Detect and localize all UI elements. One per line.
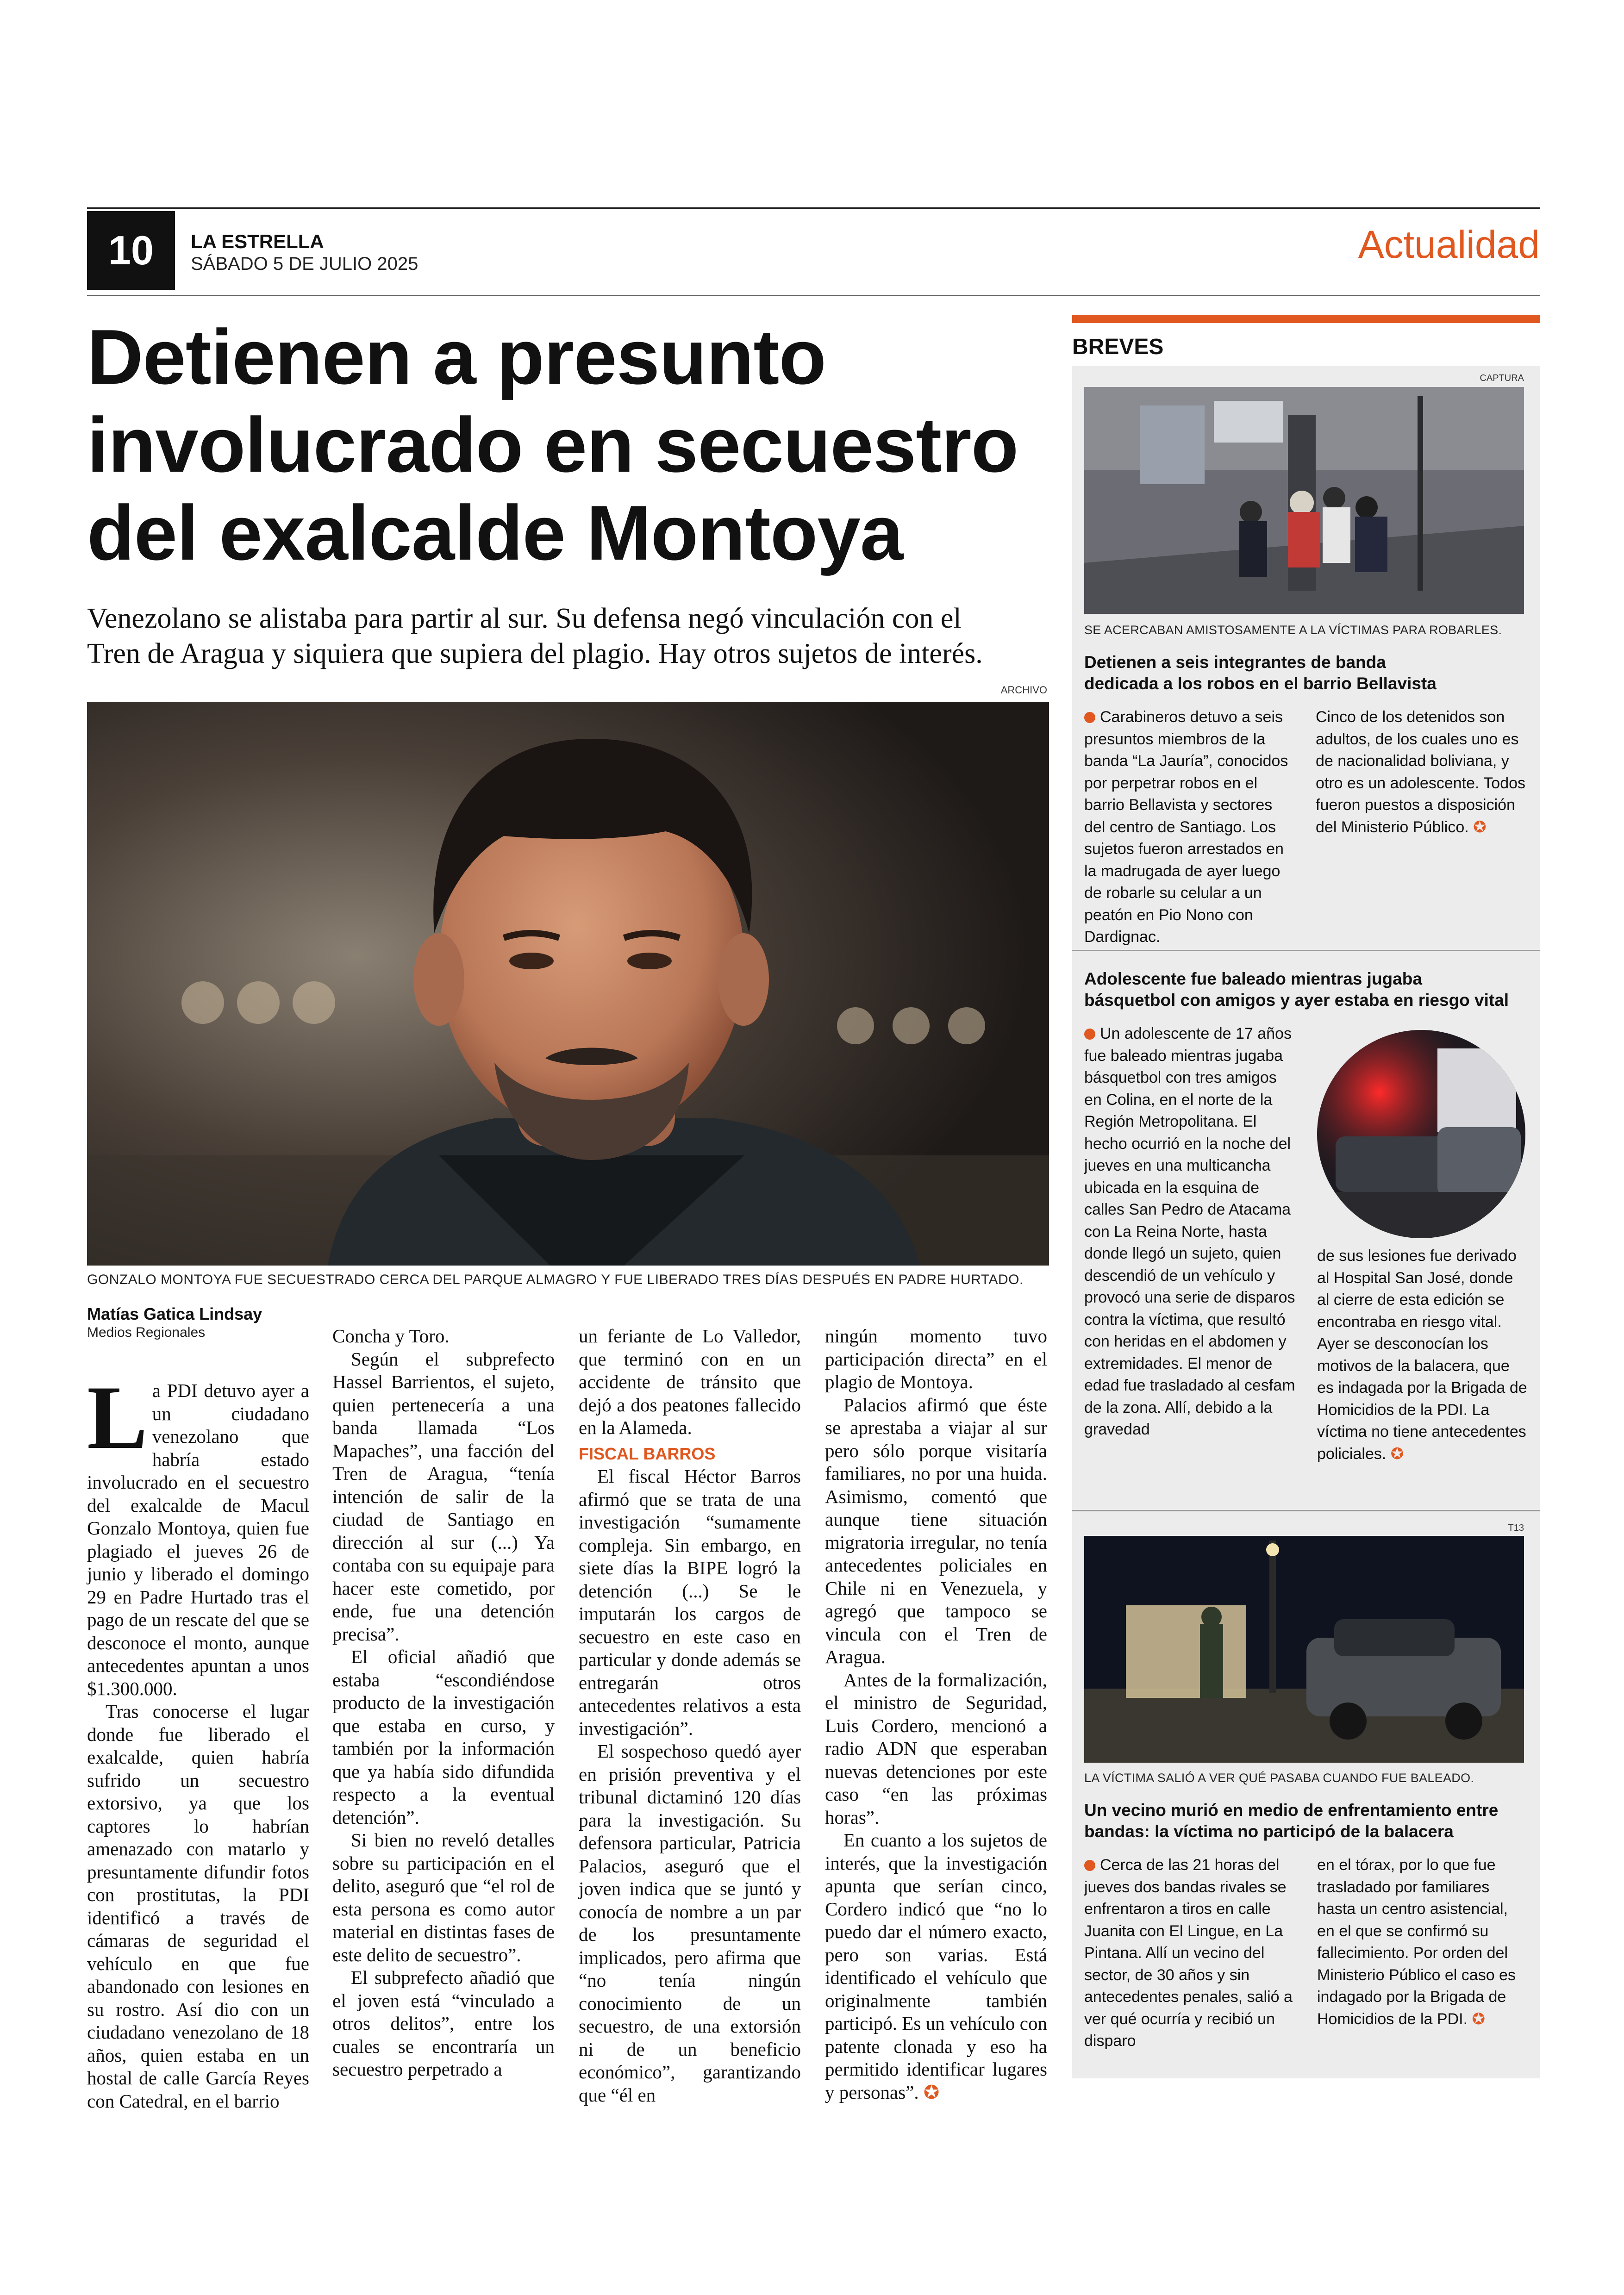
end-mark-icon: ✪ xyxy=(1390,1445,1404,1463)
brief3-photo-credit: T13 xyxy=(1508,1523,1524,1533)
article-paragraph: Tras conocerse el lugar donde fue liberado el exalcalde, quien habría sufrido un secuestro extorsivo, ya que los captores lo habrían amenazado con matarlo y presuntamente difundir fotos con prostitutas, la PDI identificó a través de cámaras de seguridad el vehículo en que fue abandonado con lesiones en su rostro. Así dio con un ciudadano venezolano de 18 años, quien estaba en un hostal de calle García Reyes con Catedral, en el barrio xyxy=(87,1701,309,2112)
article-paragraph: Según el subprefecto Hassel Barrientos, el sujeto, quien pertenecería a una banda llamada “Los Mapaches”, una facción del Tren de Aragua, “tenía intención de salir de la ciudad de Santiago en dirección al sur (...) Ya contaba con su equipaje para hacer este cometido, por ende, fue una detención precisa”. xyxy=(332,1348,555,1645)
sidebar-divider xyxy=(1072,1510,1540,1511)
brief-text: en el tórax, por lo que fue trasladado por familiares hasta un centro asistencial, en el que se confirmó su fallecimiento. Por orden del Ministerio Público el caso es indagado por la Brigada de Homicidios de la PDI. xyxy=(1317,1856,1516,2028)
brief1-photo-street-robbery xyxy=(1084,387,1524,614)
article-paragraph: un feriante de Lo Valledor, que terminó con en un accidente de tránsito que dejó a dos peatones fallecido en la Alameda. xyxy=(579,1325,801,1438)
brief1-column-a xyxy=(1084,706,1295,948)
brief2-column-a xyxy=(1084,1023,1297,1441)
brief1-title xyxy=(1084,652,1529,694)
article-paragraph: Antes de la formalización, el ministro de Seguridad, Luis Cordero, mencionó a radio ADN que esperaban nuevas detenciones por este caso “en las próximas horas”. xyxy=(825,1669,1047,1828)
article-column-2 xyxy=(332,1325,555,2081)
brief3-column-b xyxy=(1317,1854,1528,2030)
header-rule xyxy=(87,295,1540,296)
brief-text: Un adolescente de 17 años fue baleado mientras jugaba básquetbol con tres amigos en Colina, en el norte de la Región Metropolitana. El hecho ocurrió en la noche del jueves en una multicancha ubicada en la esquina de calles San Pedro de Atacama con La Reina Norte, hasta donde llegó un sujeto, quien descendió de un vehículo y provocó una serie de disparos contra la víctima, que resultó con heridas en el abdomen y extremidades. El menor de edad fue trasladado al cesfam de la zona. Allí, debido a la gravedad xyxy=(1084,1025,1295,1438)
publication-date: SÁBADO 5 DE JULIO 2025 xyxy=(191,254,418,274)
headline-line: del exalcalde Montoya xyxy=(87,489,903,576)
brief-text: Carabineros detuvo a seis presuntos miembros de la banda “La Jauría”, conocidos por perpetrar robos en el barrio Bellavista y sectores del centro de Santiago. Los sujetos fueron arrestados en la madrugada de ayer luego de robarle su celular a un peatón en Pio Nono con Dardignac. xyxy=(1084,708,1288,946)
brief3-title xyxy=(1084,1800,1529,1842)
end-mark-icon: ✪ xyxy=(1473,818,1487,836)
byline-organization: Medios Regionales xyxy=(87,1325,206,1340)
brief1-column-b xyxy=(1316,706,1526,838)
brief2-title xyxy=(1084,968,1529,1011)
title-line: bandas: la víctima no participó de la balacera xyxy=(1084,1822,1454,1841)
end-mark-icon: ✪ xyxy=(1472,2010,1485,2028)
title-line: dedicada a los robos en el barrio Bellavista xyxy=(1084,674,1437,693)
article-column-1 xyxy=(87,1367,309,2113)
article-paragraph: Palacios afirmó que éste se aprestaba a viajar al sur pero sólo porque visitaría familiares, no por una huida. Asimismo, comentó que aunque tiene situación migratoria irregular, no tenía antecedentes policiales en Chile ni en Venezuela, y agregó que tampoco se vincula con el Tren de Aragua. xyxy=(825,1394,1047,1667)
standfirst-line: Tren de Aragua y siquiera que supiera del plagio. Hay otros sujetos de interés. xyxy=(87,638,983,669)
article-paragraph: Concha y Toro. xyxy=(332,1325,450,1347)
header-top-rule xyxy=(87,207,1540,209)
article-column-4 xyxy=(825,1325,1047,2104)
article-paragraph: El fiscal Héctor Barros afirmó que se trata de una investigación “sumamente compleja. Sin embargo, en siete días la BIPE logró la detención (...) Se le imputarán los cargos de secuestro en este caso en particular y donde además se entregarán otros antecedentes relativos a esta investigación”. xyxy=(579,1466,801,1739)
article-paragraph xyxy=(87,1367,309,1700)
brief2-column-b xyxy=(1317,1245,1528,1465)
headline-line: involucrado en secuestro xyxy=(87,401,1018,488)
article-paragraph xyxy=(825,1829,1047,2104)
bullet-icon xyxy=(1084,1860,1095,1871)
title-line: Adolescente fue baleado mientras jugaba xyxy=(1084,969,1422,988)
publication-name: LA ESTRELLA xyxy=(191,231,324,252)
bullet-icon xyxy=(1084,1029,1095,1040)
sidebar-divider xyxy=(1072,950,1540,951)
article-paragraph: El sospechoso quedó ayer en prisión preventiva y el tribunal dictaminó 120 días para la investigación. Su defensora particular, Patricia Palacios, aseguró que el joven indica que se juntó y conocía de nombre a un par de los presuntamente implicados, pero afirma que “no tenía ningún conocimiento de un secuestro, de una extorsión ni de un beneficio económico”, garantizando que “él en xyxy=(579,1740,801,2106)
article-paragraph: ningún momento tuvo participación directa” en el plagio de Montoya. xyxy=(825,1325,1047,1392)
main-photo-portrait xyxy=(87,702,1049,1266)
title-line: Detienen a seis integrantes de banda xyxy=(1084,653,1386,672)
article-column-3 xyxy=(579,1325,801,2107)
paragraph-text: En cuanto a los sujetos de interés, que la investigación apunta que serían cinco, Cordero indicó que “no lo puedo dar el número exacto, pero son varias. Está identificado el vehículo que originalmente también participó. Es un vehículo con patente clonada y eso ha permitido identificar lugares y personas”. xyxy=(825,1829,1047,2103)
byline-author: Matías Gatica Lindsay xyxy=(87,1304,262,1323)
article-paragraph: El subprefecto añadió que el joven está “vinculado a otros delitos”, entre los cuales se encontraría un secuestro perpetrado a xyxy=(332,1967,555,2080)
drop-cap: L xyxy=(87,1367,148,1468)
headline-line: Detienen a presunto xyxy=(87,313,826,400)
standfirst-line: Venezolano se alistaba para partir al sur. Su defensa negó vinculación con el xyxy=(87,603,962,634)
article-subhead: FISCAL BARROS xyxy=(579,1444,716,1463)
sidebar-accent-bar xyxy=(1072,315,1540,323)
brief-text: Cinco de los detenidos son adultos, de los cuales uno es de nacionalidad boliviana, y otro es un adolescente. Todos fueron puestos a disposición del Ministerio Público. xyxy=(1316,708,1526,836)
section-title: Actualidad xyxy=(1358,223,1540,266)
title-line: básquetbol con amigos y ayer estaba en riesgo vital xyxy=(1084,991,1509,1010)
brief2-photo-police-night xyxy=(1317,1030,1525,1238)
sidebar-label: BREVES xyxy=(1072,335,1164,359)
end-mark-icon: ✪ xyxy=(923,2081,940,2103)
article-paragraph: Si bien no reveló detalles sobre su participación en el delito, aseguró que “el rol de esta persona es como autor material en distintas fases de este delito de secuestro”. xyxy=(332,1829,555,1965)
article-paragraph: El oficial añadió que estaba “escondiéndose producto de la investigación que estaba en curso, y también por la información que ya había sido difundida respecto a la eventual detención”. xyxy=(332,1646,555,1828)
brief3-caption: LA VÍCTIMA SALIÓ A VER QUÉ PASABA CUANDO FUE BALEADO. xyxy=(1084,1771,1474,1785)
photo-credit: ARCHIVO xyxy=(1000,684,1047,696)
brief1-photo-credit: CAPTURA xyxy=(1480,373,1524,383)
article-headline xyxy=(87,313,1068,577)
article-standfirst xyxy=(87,601,1055,671)
brief3-photo-crime-scene xyxy=(1084,1536,1524,1763)
title-line: Un vecino murió en medio de enfrentamiento entre xyxy=(1084,1801,1499,1820)
brief-text: de sus lesiones fue derivado al Hospital San José, donde al cierre de esta edición se encontraba en riesgo vital. Ayer se desconocían los motivos de la balacera, que es indagada por la Brigada de Homicidios de la PDI. La víctima no tiene antecedentes policiales. xyxy=(1317,1247,1527,1463)
photo-caption: GONZALO MONTOYA FUE SECUESTRADO CERCA DEL PARQUE ALMAGRO Y FUE LIBERADO TRES DÍAS DESPUÉS EN PADRE HURTADO. xyxy=(87,1272,1024,1287)
paragraph-text: a PDI detuvo ayer a un ciudadano venezolano que habría estado involucrado en el secuestro del exalcalde de Macul Gonzalo Montoya, quien fue plagiado el jueves 26 de junio y liberado el domingo 29 en Padre Hurtado tras el pago de un rescate del que se desconoce el monto, aunque antecedentes apuntan a unos $1.300.000. xyxy=(87,1380,309,1699)
page-number: 10 xyxy=(87,211,175,290)
brief1-caption: SE ACERCABAN AMISTOSAMENTE A LA VÍCTIMAS PARA ROBARLES. xyxy=(1084,623,1502,637)
bullet-icon xyxy=(1084,712,1095,723)
brief-text: Cerca de las 21 horas del jueves dos bandas rivales se enfrentaron a tiros en calle Juanita con El Lingue, en La Pintana. Allí un vecino del sector, de 30 años y sin antecedentes penales, salió a ver qué ocurría y recibió un disparo xyxy=(1084,1856,1293,2050)
brief3-column-a xyxy=(1084,1854,1297,2052)
